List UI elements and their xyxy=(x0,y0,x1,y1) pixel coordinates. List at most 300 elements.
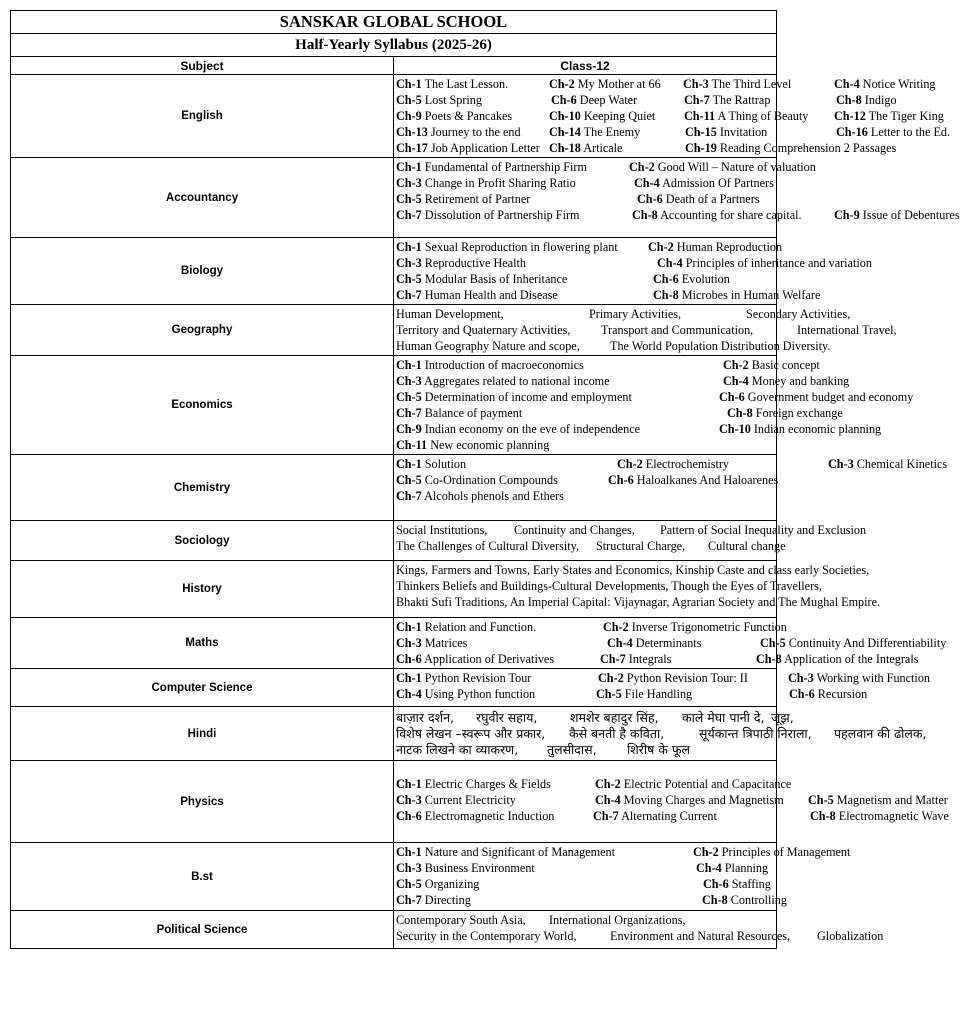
chapter-number: Ch-8 xyxy=(836,93,862,107)
syllabus-item xyxy=(683,77,791,92)
syllabus-item xyxy=(596,539,685,554)
subject-hindi: Hindi xyxy=(11,707,394,761)
chapter-number: Ch-16 xyxy=(836,125,868,139)
syllabus-item xyxy=(699,725,812,742)
chapter-number: Ch-2 xyxy=(648,240,674,254)
chapter-number: Ch-2 xyxy=(595,777,621,791)
topic-line xyxy=(396,208,960,224)
subject-biology: Biology xyxy=(11,238,394,305)
syllabus-item xyxy=(396,93,482,108)
chapter-number: Ch-4 xyxy=(634,176,660,190)
chapter-number: Ch-6 xyxy=(703,877,729,891)
topic-title: Continuity and Changes, xyxy=(514,523,635,537)
subject-chemistry: Chemistry xyxy=(11,455,394,521)
topic-line xyxy=(396,809,949,825)
syllabus-item xyxy=(396,272,567,287)
history-topics xyxy=(394,561,881,618)
syllabus-item xyxy=(617,457,729,472)
chapter-number: Ch-5 xyxy=(396,272,422,286)
chapter-number: Ch-1 xyxy=(396,77,422,91)
topic-line xyxy=(396,160,816,176)
syllabus-item xyxy=(836,93,897,108)
topic-title: Current Electricity xyxy=(424,793,516,807)
syllabus-item xyxy=(396,725,545,742)
chapter-number: Ch-1 xyxy=(396,160,422,174)
syllabus-item xyxy=(685,141,896,156)
topic-title: The Third Level xyxy=(711,77,792,91)
chapter-number: Ch-3 xyxy=(396,861,422,875)
topic-title: Reading Comprehension 2 Passages xyxy=(719,141,897,155)
chapter-number: Ch-7 xyxy=(600,652,626,666)
subject-bst: B.st xyxy=(11,843,394,911)
chemistry-topics xyxy=(394,455,948,521)
syllabus-item xyxy=(603,620,787,635)
topic-line xyxy=(396,473,779,489)
topic-title: The Challenges of Cultural Diversity, xyxy=(396,539,579,553)
topic-title: Social Institutions, xyxy=(396,523,488,537)
syllabus-item xyxy=(629,160,816,175)
topic-title: Thinkers Beliefs and Buildings-Cultural Developments, Though the Eyes of Travellers, xyxy=(396,579,822,593)
chapter-number: Ch-4 xyxy=(607,636,633,650)
syllabus-item xyxy=(396,160,587,175)
syllabus-item xyxy=(396,893,471,908)
syllabus-item xyxy=(610,929,790,944)
topic-title: शमशेर बहादुर सिंह, xyxy=(570,710,659,725)
chapter-number: Ch-7 xyxy=(593,809,619,823)
topic-title: Electromagnetic Induction xyxy=(424,809,555,823)
topic-title: Indigo xyxy=(864,93,897,107)
subject-history: History xyxy=(11,561,394,618)
syllabus-item xyxy=(632,208,802,223)
syllabus-item xyxy=(608,473,778,488)
topic-line xyxy=(396,725,927,741)
topic-title: Electrochemistry xyxy=(645,457,730,471)
syllabus-item xyxy=(634,176,774,191)
chapter-number: Ch-2 xyxy=(617,457,643,471)
chapter-number: Ch-10 xyxy=(719,422,751,436)
topic-title: Electric Potential and Capacitance xyxy=(623,777,792,791)
syllabus-item xyxy=(828,457,947,472)
syllabus-item xyxy=(396,809,554,824)
topic-title: International Travel, xyxy=(797,323,897,337)
topic-title: Globalization xyxy=(817,929,884,943)
chapter-number: Ch-8 xyxy=(727,406,753,420)
chapter-number: Ch-14 xyxy=(549,125,581,139)
chapter-number: Ch-1 xyxy=(396,358,422,372)
syllabus-item xyxy=(600,652,671,667)
chapter-number: Ch-4 xyxy=(396,687,422,701)
chapter-number: Ch-6 xyxy=(789,687,815,701)
syllabus-item xyxy=(610,339,830,354)
syllabus-item xyxy=(595,793,784,808)
syllabus-item xyxy=(396,307,504,322)
syllabus-item xyxy=(593,809,717,824)
topic-title: Modular Basis of Inheritance xyxy=(424,272,568,286)
syllabus-item xyxy=(396,176,576,191)
chapter-number: Ch-1 xyxy=(396,457,422,471)
topic-title: Retirement of Partner xyxy=(424,192,531,206)
chapter-number: Ch-8 xyxy=(653,288,679,302)
topic-title: Cultural change xyxy=(708,539,786,553)
chapter-number: Ch-5 xyxy=(760,636,786,650)
topic-title: Moving Charges and Magnetism xyxy=(623,793,784,807)
topic-title: Co-Ordination Compounds xyxy=(424,473,558,487)
chapter-number: Ch-3 xyxy=(683,77,709,91)
topic-title: Human Development, xyxy=(396,307,504,321)
chapter-number: Ch-1 xyxy=(396,620,422,634)
syllabus-item xyxy=(396,240,618,255)
topic-title: The Last Lesson. xyxy=(424,77,509,91)
topic-line xyxy=(396,141,897,157)
topic-title: New economic planning xyxy=(430,438,550,452)
syllabus-item xyxy=(607,636,701,651)
syllabus-item xyxy=(789,687,867,702)
chapter-number: Ch-1 xyxy=(396,671,422,685)
topic-title: Basic concept xyxy=(751,358,820,372)
topic-title: Human Reproduction xyxy=(676,240,783,254)
hindi-topics xyxy=(394,707,927,761)
chapter-number: Ch-15 xyxy=(685,125,717,139)
topic-line xyxy=(396,777,792,793)
topic-title: काले मेघा पानी दे, xyxy=(682,710,765,725)
syllabus-item xyxy=(396,620,536,635)
syllabus-table xyxy=(10,10,960,949)
topic-title: Admission Of Partners xyxy=(662,176,774,190)
syllabus-item xyxy=(396,563,869,578)
syllabus-item xyxy=(396,473,558,488)
syllabus-item xyxy=(808,793,948,808)
chapter-number: Ch-5 xyxy=(396,877,422,891)
chapter-number: Ch-7 xyxy=(396,489,422,503)
syllabus-item xyxy=(549,125,640,140)
topic-title: The World Population Distribution Diversity. xyxy=(610,339,831,353)
syllabus-item xyxy=(547,741,597,758)
chapter-number: Ch-3 xyxy=(396,793,422,807)
topic-title: The Enemy xyxy=(583,125,641,139)
topic-title: Continuity And Differentiability xyxy=(788,636,947,650)
syllabus-item xyxy=(396,358,584,373)
syllabus-item xyxy=(396,845,615,860)
syllabus-item xyxy=(723,358,820,373)
syllabus-item xyxy=(551,93,637,108)
topic-line xyxy=(396,893,787,909)
subject-political-science: Political Science xyxy=(11,911,394,949)
chapter-number: Ch-8 xyxy=(702,893,728,907)
topic-title: Good Will – Nature of valuation xyxy=(657,160,816,174)
topic-line xyxy=(396,307,851,323)
syllabus-item xyxy=(595,777,791,792)
syllabus-item xyxy=(396,777,551,792)
syllabus-item xyxy=(396,141,540,156)
chapter-number: Ch-3 xyxy=(788,671,814,685)
syllabus-item xyxy=(788,671,930,686)
accountancy-topics xyxy=(394,158,960,238)
chapter-number: Ch-19 xyxy=(685,141,717,155)
syllabus-item xyxy=(396,77,508,92)
syllabus-item xyxy=(549,109,655,124)
syllabus-item xyxy=(549,141,622,156)
chapter-number: Ch-3 xyxy=(396,256,422,270)
topic-title: Poets & Pancakes xyxy=(424,109,513,123)
syllabus-item xyxy=(834,77,936,92)
chapter-number: Ch-1 xyxy=(396,845,422,859)
topic-title: Bhakti Sufi Traditions, An Imperial Capital: Vijaynagar, Agrarian Society and The Mughal Empire. xyxy=(396,595,881,609)
subject-geography: Geography xyxy=(11,305,394,356)
chapter-number: Ch-8 xyxy=(810,809,836,823)
syllabus-item xyxy=(702,893,787,908)
topic-title: Planning xyxy=(724,861,769,875)
chapter-number: Ch-3 xyxy=(396,636,422,650)
topic-title: International Organizations, xyxy=(549,913,686,927)
syllabus-item xyxy=(396,192,530,207)
english-topics xyxy=(394,75,951,158)
topic-title: Keeping Quiet xyxy=(583,109,656,123)
syllabus-item xyxy=(723,374,849,389)
syllabus-item xyxy=(660,523,866,538)
topic-line xyxy=(396,539,786,555)
bst-topics xyxy=(394,843,851,911)
syllabus-title: Half-Yearly Syllabus (2025-26) xyxy=(11,34,777,57)
topic-line xyxy=(396,877,776,893)
syllabus-item xyxy=(396,913,526,928)
topic-title: जूझ, xyxy=(771,710,794,725)
topic-title: Alternating Current xyxy=(621,809,717,823)
syllabus-item xyxy=(396,877,479,892)
chapter-number: Ch-9 xyxy=(396,109,422,123)
chapter-number: Ch-11 xyxy=(684,109,716,123)
syllabus-item xyxy=(746,307,850,322)
topic-line xyxy=(396,438,776,454)
sociology-topics xyxy=(394,521,867,561)
chapter-number: Ch-11 xyxy=(396,438,428,452)
syllabus-item xyxy=(396,406,522,421)
topic-title: Issue of Debentures xyxy=(862,208,960,222)
topic-line xyxy=(396,620,787,636)
topic-title: Transport and Communication, xyxy=(601,323,754,337)
chapter-number: Ch-6 xyxy=(551,93,577,107)
topic-title: Human Health and Disease xyxy=(424,288,558,302)
syllabus-item xyxy=(685,125,767,140)
topic-title: Primary Activities, xyxy=(589,307,682,321)
chapter-number: Ch-4 xyxy=(657,256,683,270)
topic-line xyxy=(396,595,881,611)
topic-title: नाटक लिखने का व्याकरण, xyxy=(396,742,519,757)
chapter-number: Ch-2 xyxy=(629,160,655,174)
topic-title: Principles of Management xyxy=(721,845,851,859)
syllabus-item xyxy=(719,390,913,405)
topic-title: Territory and Quaternary Activities, xyxy=(396,323,571,337)
syllabus-item xyxy=(396,339,580,354)
chapter-number: Ch-7 xyxy=(396,893,422,907)
syllabus-item xyxy=(627,741,690,758)
topic-line xyxy=(396,125,951,141)
subject-maths: Maths xyxy=(11,618,394,669)
topic-line xyxy=(396,93,897,109)
chapter-number: Ch-3 xyxy=(396,374,422,388)
syllabus-item xyxy=(682,709,764,726)
topic-title: Environment and Natural Resources, xyxy=(610,929,791,943)
topic-title: Electric Charges & Fields xyxy=(424,777,551,791)
topic-title: रघुवीर सहाय, xyxy=(476,710,538,725)
chapter-number: Ch-3 xyxy=(828,457,854,471)
chapter-number: Ch-12 xyxy=(834,109,866,123)
syllabus-item xyxy=(589,307,681,322)
syllabus-item xyxy=(719,422,881,437)
topic-title: Staffing xyxy=(731,877,771,891)
topic-title: Chemical Kinetics xyxy=(856,457,948,471)
cs-topics xyxy=(394,669,931,707)
topic-line xyxy=(396,709,794,725)
syllabus-item xyxy=(810,809,949,824)
topic-line xyxy=(396,861,776,877)
topic-title: Python Revision Tour: II xyxy=(626,671,748,685)
syllabus-item xyxy=(684,93,770,108)
chapter-number: Ch-13 xyxy=(396,125,428,139)
topic-title: The Rattrap xyxy=(712,93,771,107)
syllabus-item xyxy=(396,256,526,271)
topic-line xyxy=(396,77,936,93)
topic-title: File Handling xyxy=(624,687,693,701)
topic-title: Principles of inheritance and variation xyxy=(685,256,872,270)
syllabus-item xyxy=(396,687,535,702)
topic-title: Determination of income and employment xyxy=(424,390,632,404)
topic-title: सूर्यकान्त त्रिपाठी निराला, xyxy=(699,726,812,741)
chapter-number: Ch-5 xyxy=(596,687,622,701)
syllabus-item xyxy=(703,877,771,892)
syllabus-item xyxy=(596,687,692,702)
topic-line xyxy=(396,687,868,703)
syllabus-item xyxy=(570,709,659,726)
topic-title: Death of a Partners xyxy=(665,192,760,206)
chapter-number: Ch-10 xyxy=(549,109,581,123)
topic-line xyxy=(396,741,776,757)
syllabus-item xyxy=(771,709,794,726)
chapter-number: Ch-2 xyxy=(603,620,629,634)
geography-topics xyxy=(394,305,897,356)
chapter-number: Ch-2 xyxy=(598,671,624,685)
syllabus-item xyxy=(396,793,516,808)
chapter-number: Ch-5 xyxy=(396,473,422,487)
topic-line xyxy=(396,176,776,192)
syllabus-item xyxy=(396,323,570,338)
chapter-number: Ch-4 xyxy=(723,374,749,388)
subject-accountancy: Accountancy xyxy=(11,158,394,238)
topic-title: Nature and Significant of Management xyxy=(424,845,615,859)
topic-title: तुलसीदास, xyxy=(547,742,597,757)
syllabus-item xyxy=(727,406,843,421)
topic-title: Government budget and economy xyxy=(747,390,914,404)
topic-title: Alcohols phenols and Ethers xyxy=(424,489,564,503)
syllabus-item xyxy=(684,109,808,124)
subject-physics: Physics xyxy=(11,761,394,843)
physics-topics xyxy=(394,761,949,843)
topic-line xyxy=(396,240,783,256)
syllabus-item xyxy=(396,489,564,504)
syllabus-item xyxy=(396,457,466,472)
chapter-number: Ch-4 xyxy=(595,793,621,807)
class-header: Class-12 xyxy=(394,57,777,75)
syllabus-item xyxy=(817,929,883,944)
topic-title: बाज़ार दर्शन, xyxy=(396,710,455,725)
topic-title: Security in the Contemporary World, xyxy=(396,929,577,943)
topic-line xyxy=(396,256,872,272)
topic-line xyxy=(396,793,948,809)
chapter-number: Ch-8 xyxy=(632,208,658,222)
chapter-number: Ch-9 xyxy=(396,422,422,436)
topic-title: Accounting for share capital. xyxy=(660,208,802,222)
topic-title: पहलवान की ढोलक, xyxy=(834,726,927,741)
topic-title: Recursion xyxy=(817,687,868,701)
topic-title: Relation and Function. xyxy=(424,620,537,634)
topic-line xyxy=(396,489,776,505)
syllabus-item xyxy=(396,109,512,124)
subject-economics: Economics xyxy=(11,356,394,455)
syllabus-item xyxy=(696,861,768,876)
topic-title: कैसे बनती है कविता, xyxy=(569,726,665,741)
topic-line xyxy=(396,339,831,355)
topic-title: Money and banking xyxy=(751,374,850,388)
syllabus-item xyxy=(648,240,782,255)
topic-title: Python Revision Tour xyxy=(424,671,532,685)
topic-title: Human Geography Nature and scope, xyxy=(396,339,580,353)
syllabus-item xyxy=(834,109,944,124)
chapter-number: Ch-6 xyxy=(637,192,663,206)
syllabus-item xyxy=(396,288,558,303)
syllabus-item xyxy=(396,929,577,944)
topic-title: Using Python function xyxy=(424,687,536,701)
syllabus-item xyxy=(396,671,531,686)
syllabus-item xyxy=(836,125,950,140)
topic-title: Determinants xyxy=(635,636,702,650)
syllabus-item xyxy=(637,192,760,207)
topic-line xyxy=(396,109,944,125)
chapter-number: Ch-4 xyxy=(696,861,722,875)
topic-title: Secondary Activities, xyxy=(746,307,851,321)
topic-title: Application of the Integrals xyxy=(784,652,919,666)
subject-english: English xyxy=(11,75,394,158)
syllabus-item xyxy=(760,636,946,651)
topic-title: Indian economic planning xyxy=(753,422,882,436)
syllabus-item xyxy=(396,709,454,726)
topic-title: Foreign exchange xyxy=(755,406,843,420)
chapter-number: Ch-3 xyxy=(396,176,422,190)
topic-title: Aggregates related to national income xyxy=(424,374,610,388)
topic-title: Application of Derivatives xyxy=(424,652,555,666)
topic-title: Fundamental of Partnership Firm xyxy=(424,160,587,174)
syllabus-item xyxy=(396,861,535,876)
syllabus-item xyxy=(693,845,850,860)
topic-title: Reproductive Health xyxy=(424,256,526,270)
topic-title: Contemporary South Asia, xyxy=(396,913,526,927)
topic-title: Evolution xyxy=(681,272,730,286)
topic-line xyxy=(396,422,882,438)
topic-title: The Tiger King xyxy=(868,109,944,123)
syllabus-item xyxy=(396,390,632,405)
syllabus-item xyxy=(396,438,549,453)
syllabus-item xyxy=(396,741,518,758)
subject-header: Subject xyxy=(11,57,394,75)
chapter-number: Ch-6 xyxy=(653,272,679,286)
topic-title: My Mother at 66 xyxy=(577,77,661,91)
chapter-number: Ch-2 xyxy=(723,358,749,372)
chapter-number: Ch-7 xyxy=(396,208,422,222)
chapter-number: Ch-7 xyxy=(396,406,422,420)
economics-topics xyxy=(394,356,914,455)
syllabus-item xyxy=(657,256,872,271)
topic-title: Haloalkanes And Haloarenes xyxy=(636,473,779,487)
topic-title: Solution xyxy=(424,457,467,471)
school-name: SANSKAR GLOBAL SCHOOL xyxy=(11,11,777,34)
